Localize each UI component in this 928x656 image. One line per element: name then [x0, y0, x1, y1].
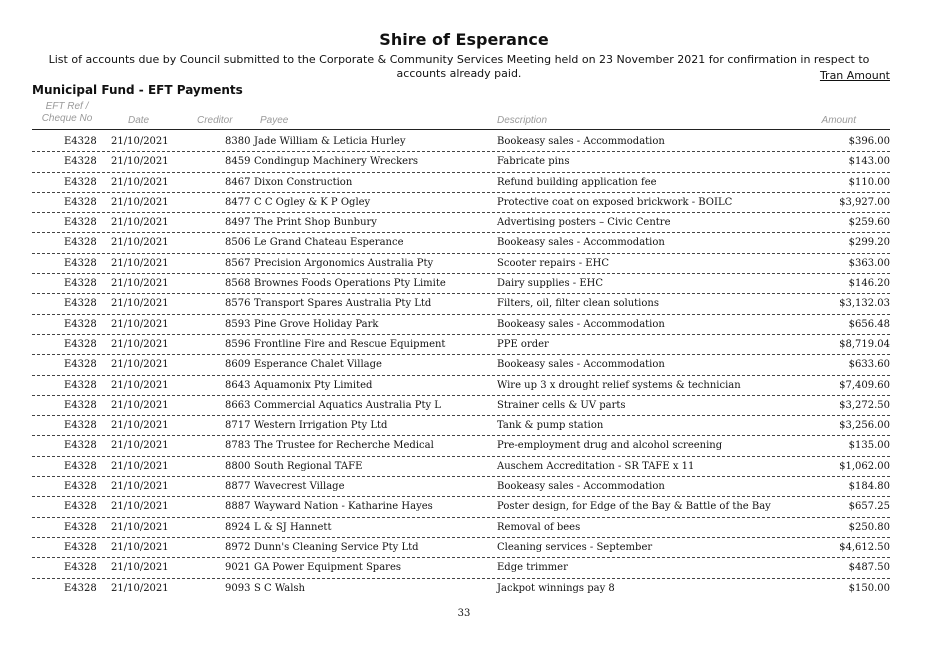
date-cell: 21/10/2021 — [111, 338, 169, 350]
table-row — [32, 457, 890, 477]
table-row — [32, 193, 890, 213]
table-row — [32, 497, 890, 517]
creditor-cell: 8380 — [225, 136, 251, 147]
ref-cell: E4328 — [64, 237, 97, 249]
payee-cell: Pine Grove Holiday Park — [254, 318, 379, 330]
payee-cell: Precision Argonomics Australia Pty — [254, 257, 434, 269]
table-row — [32, 213, 890, 233]
ref-cell: E4328 — [64, 338, 97, 350]
creditor-cell: 9093 — [225, 582, 251, 594]
table-row — [32, 518, 890, 538]
date-cell: 21/10/2021 — [111, 156, 169, 168]
creditor-cell: 8663 — [225, 399, 251, 411]
description-cell: Tank & pump station — [497, 420, 604, 432]
ref-cell: E4328 — [64, 298, 97, 310]
ref-cell: E4328 — [64, 481, 97, 493]
creditor-cell: 8506 — [225, 237, 251, 249]
description-cell: Wire up 3 x drought relief systems & technician — [497, 379, 741, 391]
column-header-amount: Amount — [821, 115, 856, 126]
header-divider — [32, 129, 890, 130]
ref-cell: E4328 — [64, 562, 97, 574]
creditor-cell: 8467 — [225, 176, 251, 188]
date-cell: 21/10/2021 — [111, 420, 169, 432]
description-cell: Bookeasy sales - Accommodation — [497, 136, 665, 147]
description-cell: Bookeasy sales - Accommodation — [497, 237, 665, 249]
creditor-cell: 8972 — [225, 541, 251, 553]
description-cell: Scooter repairs - EHC — [497, 257, 609, 269]
date-cell: 21/10/2021 — [111, 278, 169, 290]
ref-cell: E4328 — [64, 318, 97, 330]
payee-cell: Dixon Construction — [254, 176, 353, 188]
creditor-cell: 9021 — [225, 562, 251, 574]
ref-cell: E4328 — [64, 440, 97, 452]
table-row — [32, 477, 890, 497]
table-row — [32, 315, 890, 335]
description-cell: Strainer cells & UV parts — [497, 399, 626, 411]
description-cell: Filters, oil, filter clean solutions — [497, 298, 659, 310]
amount-cell: $3,927.00 — [839, 196, 890, 208]
table-row — [32, 396, 890, 416]
table-row — [32, 294, 890, 314]
ref-cell: E4328 — [64, 582, 97, 594]
amount-cell: $657.25 — [848, 501, 890, 513]
date-cell: 21/10/2021 — [111, 521, 169, 533]
description-cell: Cleaning services - September — [497, 541, 653, 553]
description-cell: PPE order — [497, 338, 549, 350]
table-row — [32, 355, 890, 375]
amount-cell: $656.48 — [848, 318, 890, 330]
payee-cell: Transport Spares Australia Pty Ltd — [254, 298, 432, 310]
report-subtitle: List of accounts due by Council submitted to the Corporate & Community Services Meeting held on 23 November 2021 for confirmation in respect to accounts already paid. — [48, 53, 870, 80]
section-title: Municipal Fund - EFT Payments — [32, 83, 243, 97]
payee-cell: Jade William & Leticia Hurley — [254, 136, 406, 147]
ref-cell: E4328 — [64, 521, 97, 533]
ref-cell: E4328 — [64, 278, 97, 290]
amount-cell: $110.00 — [848, 176, 890, 188]
description-cell: Edge trimmer — [497, 562, 568, 574]
description-cell: Bookeasy sales - Accommodation — [497, 359, 665, 371]
payee-cell: The Trustee for Recherche Medical — [254, 440, 434, 452]
date-cell: 21/10/2021 — [111, 440, 169, 452]
amount-cell: $487.50 — [848, 562, 890, 574]
amount-cell: $299.20 — [848, 237, 890, 249]
date-cell: 21/10/2021 — [111, 217, 169, 229]
page-title: Shire of Esperance — [379, 30, 549, 49]
ref-cell: E4328 — [64, 399, 97, 411]
creditor-cell: 8576 — [225, 298, 251, 310]
payee-cell: S C Walsh — [254, 582, 306, 594]
table-row — [32, 579, 890, 598]
ref-cell: E4328 — [64, 257, 97, 269]
creditor-cell: 8593 — [225, 318, 251, 330]
payee-cell: Dunn's Cleaning Service Pty Ltd — [254, 541, 419, 553]
amount-cell: $1,062.00 — [839, 460, 890, 472]
description-cell: Bookeasy sales - Accommodation — [497, 318, 665, 330]
column-header-payee: Payee — [260, 115, 289, 126]
date-cell: 21/10/2021 — [111, 318, 169, 330]
table-row — [32, 152, 890, 172]
payee-cell: The Print Shop Bunbury — [254, 217, 377, 229]
table-row — [32, 436, 890, 456]
table-row — [32, 376, 890, 396]
description-cell: Refund building application fee — [497, 176, 657, 188]
date-cell: 21/10/2021 — [111, 359, 169, 371]
ref-cell: E4328 — [64, 460, 97, 472]
description-cell: Fabricate pins — [497, 156, 570, 168]
creditor-cell: 8568 — [225, 278, 251, 290]
amount-cell: $7,409.60 — [839, 379, 890, 391]
creditor-cell: 8477 — [225, 196, 251, 208]
date-cell: 21/10/2021 — [111, 196, 169, 208]
description-cell: Dairy supplies - EHC — [497, 278, 604, 290]
amount-cell: $184.80 — [848, 481, 890, 493]
table-row — [32, 538, 890, 558]
amount-cell: $8,719.04 — [839, 338, 890, 350]
date-cell: 21/10/2021 — [111, 501, 169, 513]
creditor-cell: 8717 — [225, 420, 251, 432]
ref-cell: E4328 — [64, 501, 97, 513]
ref-cell: E4328 — [64, 156, 97, 168]
creditor-cell: 8643 — [225, 379, 251, 391]
ref-cell: E4328 — [64, 217, 97, 229]
amount-cell: $259.60 — [848, 217, 890, 229]
amount-cell: $135.00 — [848, 440, 890, 452]
ref-cell: E4328 — [64, 359, 97, 371]
payee-cell: C C Ogley & K P Ogley — [254, 196, 371, 208]
description-cell: Jackpot winnings pay 8 — [497, 582, 615, 594]
column-header-creditor: Creditor — [197, 115, 233, 126]
date-cell: 21/10/2021 — [111, 237, 169, 249]
ref-cell: E4328 — [64, 379, 97, 391]
table-row — [32, 416, 890, 436]
tran-amount-label: Tran Amount — [819, 69, 890, 82]
table-row — [32, 233, 890, 253]
payee-cell: Esperance Chalet Village — [254, 359, 382, 371]
payee-cell: Frontline Fire and Rescue Equipment — [254, 338, 446, 350]
amount-cell: $396.00 — [848, 136, 890, 147]
creditor-cell: 8877 — [225, 481, 251, 493]
ref-cell: E4328 — [64, 420, 97, 432]
date-cell: 21/10/2021 — [111, 399, 169, 411]
payee-cell: Wayward Nation - Katharine Hayes — [254, 501, 433, 513]
payee-cell: Le Grand Chateau Esperance — [254, 237, 404, 249]
payee-cell: Wavecrest Village — [254, 481, 345, 493]
payee-cell: South Regional TAFE — [254, 460, 363, 472]
date-cell: 21/10/2021 — [111, 582, 169, 594]
description-cell: Poster design, for Edge of the Bay & Battle of the Bay — [497, 501, 771, 513]
table-row — [32, 558, 890, 578]
description-cell: Removal of bees — [497, 521, 581, 533]
ref-cell: E4328 — [64, 541, 97, 553]
date-cell: 21/10/2021 — [111, 562, 169, 574]
column-header-ref: EFT Ref / Cheque No — [41, 101, 93, 124]
date-cell: 21/10/2021 — [111, 257, 169, 269]
creditor-cell: 8459 — [225, 156, 251, 168]
payee-cell: Brownes Foods Operations Pty Limite — [254, 278, 446, 290]
creditor-cell: 8596 — [225, 338, 251, 350]
date-cell: 21/10/2021 — [111, 298, 169, 310]
amount-cell: $143.00 — [848, 156, 890, 168]
date-cell: 21/10/2021 — [111, 541, 169, 553]
ref-cell: E4328 — [64, 196, 97, 208]
table-row — [32, 335, 890, 355]
date-cell: 21/10/2021 — [111, 481, 169, 493]
column-header-date: Date — [128, 115, 150, 126]
amount-cell: $250.80 — [848, 521, 890, 533]
payee-cell: L & SJ Hannett — [254, 521, 332, 533]
payee-cell: Aquamonix Pty Limited — [254, 379, 373, 391]
table-row — [32, 274, 890, 294]
creditor-cell: 8497 — [225, 217, 251, 229]
amount-cell: $146.20 — [848, 278, 890, 290]
amount-cell: $3,132.03 — [839, 298, 890, 310]
description-cell: Pre-employment drug and alcohol screening — [497, 440, 723, 452]
date-cell: 21/10/2021 — [111, 379, 169, 391]
date-cell: 21/10/2021 — [111, 460, 169, 472]
table-row — [32, 132, 890, 152]
description-cell: Bookeasy sales - Accommodation — [497, 481, 665, 493]
amount-cell: $633.60 — [848, 359, 890, 371]
description-cell: Protective coat on exposed brickwork - BOILC — [497, 196, 733, 208]
creditor-cell: 8567 — [225, 257, 251, 269]
description-cell: Advertising posters – Civic Centre — [497, 217, 671, 229]
ref-cell: E4328 — [64, 136, 97, 147]
creditor-cell: 8783 — [225, 440, 251, 452]
date-cell: 21/10/2021 — [111, 176, 169, 188]
column-header-description: Description — [497, 115, 548, 126]
creditor-cell: 8800 — [225, 460, 251, 472]
payee-cell: Condingup Machinery Wreckers — [254, 156, 418, 168]
description-cell: Auschem Accreditation - SR TAFE x 11 — [497, 460, 695, 472]
amount-cell: $3,272.50 — [839, 399, 890, 411]
creditor-cell: 8924 — [225, 521, 251, 533]
page-number: 33 — [457, 608, 471, 619]
date-cell: 21/10/2021 — [111, 136, 169, 147]
table-row — [32, 173, 890, 193]
amount-cell: $3,256.00 — [839, 420, 890, 432]
creditor-cell: 8609 — [225, 359, 251, 371]
amount-cell: $363.00 — [848, 257, 890, 269]
ref-cell: E4328 — [64, 176, 97, 188]
payee-cell: Commercial Aquatics Australia Pty L — [254, 399, 441, 411]
payments-table — [0, 132, 928, 598]
payee-cell: GA Power Equipment Spares — [254, 562, 401, 574]
amount-cell: $4,612.50 — [839, 541, 890, 553]
table-row — [32, 254, 890, 274]
amount-cell: $150.00 — [848, 582, 890, 594]
payee-cell: Western Irrigation Pty Ltd — [254, 420, 388, 432]
creditor-cell: 8887 — [225, 501, 251, 513]
